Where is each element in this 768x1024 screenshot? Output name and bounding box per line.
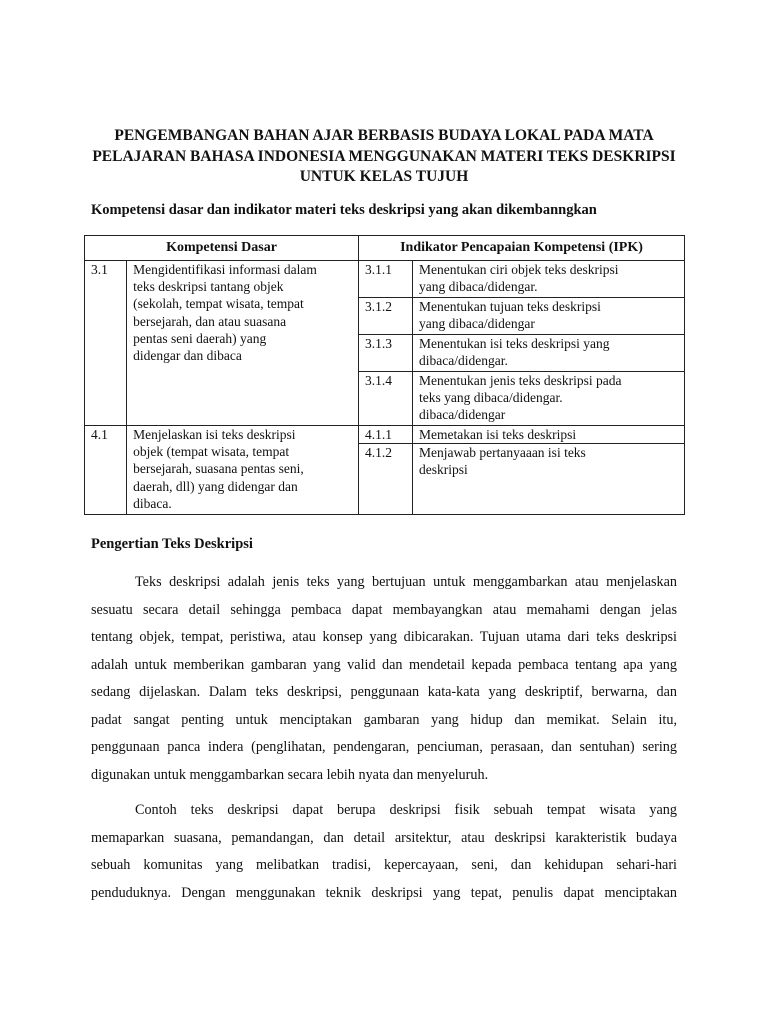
kd-line: dibaca. <box>133 495 172 511</box>
paragraph-line: sesuatu secara detail sehingga pembaca dapat membayangkan atau memahami dengan jelas <box>91 601 677 618</box>
paragraph-line: penduduknya. Dengan menggunakan teknik deskripsi yang tepat, penulis dapat menciptakan <box>91 884 677 901</box>
ipk-number: 3.1.4 <box>359 372 413 426</box>
ipk-number: 4.1.2 <box>359 444 413 515</box>
paragraph-line: padat sangat penting untuk menciptakan gambaran yang hidup dan memikat. Selain itu, <box>91 711 677 728</box>
kd-line: teks deskripsi tantang objek <box>133 279 284 295</box>
ipk-text <box>413 335 685 372</box>
ipk-text <box>413 372 685 426</box>
paragraph-2 <box>91 797 677 907</box>
kd-line: bersejarah, dan atau suasana <box>133 313 287 329</box>
kd-line: bersejarah, suasana pentas seni, <box>133 461 304 477</box>
ipk-number: 3.1.3 <box>359 335 413 372</box>
ipk-text <box>413 261 685 298</box>
ipk-line: dibaca/didengar <box>419 407 506 423</box>
ipk-line: dibaca/didengar. <box>419 353 508 369</box>
ipk-line: Memetakan isi teks deskripsi <box>419 427 577 442</box>
kd-text <box>127 261 359 426</box>
ipk-text <box>413 298 685 335</box>
ipk-text <box>413 444 685 515</box>
ipk-number: 3.1.2 <box>359 298 413 335</box>
kd-line: Menjelaskan isi teks deskripsi <box>133 427 296 442</box>
ipk-line: yang dibaca/didengar. <box>419 279 538 295</box>
ipk-line: deskripsi <box>419 462 468 478</box>
kd-number: 3.1 <box>85 261 127 426</box>
ipk-line: Menentukan tujuan teks deskripsi <box>419 299 601 314</box>
paragraph-line: penggunaan panca indera (penglihatan, pendengaran, penciuman, perasaan, dan sentuhan) sering <box>91 739 677 755</box>
title-line-3: UNTUK KELAS TUJUH <box>299 168 469 185</box>
ipk-text <box>413 426 685 444</box>
title-line-1: PENGEMBANGAN BAHAN AJAR BERBASIS BUDAYA LOKAL PADA MATA <box>114 127 654 144</box>
table-header-row <box>85 236 685 261</box>
kd-line: objek (tempat wisata, tempat <box>133 444 290 460</box>
paragraph-1 <box>91 569 677 789</box>
ipk-line: Menjawab pertanyaaan isi teks <box>419 445 586 461</box>
paragraph-line: Contoh teks deskripsi dapat berupa deskripsi fisik sebuah tempat wisata yang <box>135 802 677 818</box>
header-ipk: Indikator Pencapaian Kompetensi (IPK) <box>359 236 685 261</box>
paragraph-line: adalah untuk memberikan gambaran yang valid dan mendetail kepada pembaca tentang apa yang <box>91 656 677 673</box>
ipk-line: Menentukan isi teks deskripsi yang <box>419 336 610 351</box>
kd-text <box>127 426 359 515</box>
kd-line: (sekolah, tempat wisata, tempat <box>133 296 304 312</box>
paragraph-line: digunakan untuk menggambarkan secara lebih nyata dan menyeluruh. <box>91 766 489 783</box>
table-heading: Kompetensi dasar dan indikator materi teks deskripsi yang akan dikembanngkan <box>91 202 597 218</box>
document-title <box>84 126 684 188</box>
kd-line: pentas seni daerah) yang <box>133 330 267 346</box>
ipk-number: 3.1.1 <box>359 261 413 298</box>
kd-line: didengar dan dibaca <box>133 348 242 364</box>
kd-line: Mengidentifikasi informasi dalam <box>133 262 317 277</box>
ipk-line: teks yang dibaca/didengar. <box>419 390 563 406</box>
table-row <box>85 261 685 298</box>
table-row <box>85 426 685 444</box>
paragraph-line: memaparkan suasana, pemandangan, dan detail arsitektur, atau deskripsi karakteristik budaya <box>91 829 677 846</box>
kd-line: daerah, dll) yang didengar dan <box>133 478 298 494</box>
paragraph-line: sedang dijelaskan. Dalam teks deskripsi, penggunaan kata-kata yang deskriptif, berwarna, dan <box>91 684 677 700</box>
paragraph-line: sebuah komunitas yang melibatkan tradisi, kepercayaan, seni, dan kehidupan sehari-hari <box>91 857 677 873</box>
kd-number: 4.1 <box>85 426 127 515</box>
paragraph-line: tentang objek, tempat, peristiwa, atau konsep yang dibicarakan. Tujuan utama dari teks deskripsi <box>91 629 677 645</box>
ipk-line: Menentukan ciri objek teks deskripsi <box>419 262 619 277</box>
ipk-number: 4.1.1 <box>359 426 413 444</box>
ipk-line: yang dibaca/didengar <box>419 316 535 332</box>
header-kompetensi-dasar: Kompetensi Dasar <box>85 236 359 261</box>
ipk-line: Menentukan jenis teks deskripsi pada <box>419 373 622 388</box>
section-heading: Pengertian Teks Deskripsi <box>91 536 253 552</box>
competency-table <box>84 235 685 515</box>
title-line-2: PELAJARAN BAHASA INDONESIA MENGGUNAKAN MATERI TEKS DESKRIPSI <box>92 147 676 165</box>
paragraph-line: Teks deskripsi adalah jenis teks yang bertujuan untuk menggambarkan atau menjelaskan <box>135 574 677 590</box>
